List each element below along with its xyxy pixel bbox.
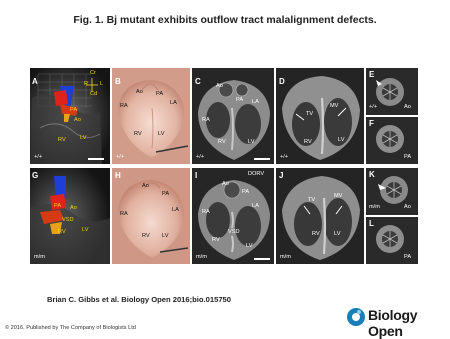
ct-section (276, 68, 364, 164)
panel-label-e: E (369, 70, 375, 79)
label-ao: Ao (222, 181, 229, 187)
scale-bar (88, 158, 104, 160)
label-pa: PA (404, 154, 412, 160)
label-ao: Ao (404, 204, 411, 210)
label-tv: TV (308, 197, 316, 203)
ct-section (276, 168, 364, 264)
echo-image (30, 68, 110, 164)
panel-label-i: I (195, 171, 198, 180)
label-vsd: VSD (62, 217, 74, 223)
label-ao: Ao (70, 205, 77, 211)
label-cr: Cr (90, 70, 96, 76)
label-la: LA (252, 203, 259, 209)
label-lv: LV (82, 227, 89, 233)
logo-text: Biology Open (368, 307, 418, 339)
panel-k-ct (366, 168, 418, 215)
label-pa: PA (242, 189, 250, 195)
figure-title: Fig. 1. Bj mutant exhibits outflow tract malalignment defects. (73, 14, 377, 26)
label-la: LA (170, 100, 177, 106)
panel-label-d: D (279, 77, 285, 86)
label-r: R (84, 81, 89, 87)
genotype-a: +/+ (34, 154, 43, 160)
genotype-i: m/m (196, 254, 207, 260)
label-pa: PA (162, 191, 170, 197)
copyright: © 2016. Published by The Company of Biologists Ltd (5, 325, 136, 331)
scale-bar (254, 258, 270, 260)
label-rv: RV (58, 137, 66, 143)
label-vsd: VSD (228, 229, 240, 235)
label-rv: RV (218, 139, 226, 145)
panel-label-a: A (32, 77, 38, 86)
label-lv: LV (162, 233, 169, 239)
label-ao: Ao (404, 104, 411, 110)
genotype-b: +/+ (116, 154, 125, 160)
label-rv: RV (312, 231, 320, 237)
panel-label-g: G (32, 171, 39, 180)
label-rv: RV (58, 229, 66, 235)
label-lv: LV (158, 131, 165, 137)
genotype-g: m/m (34, 254, 45, 260)
label-ra: RA (202, 117, 210, 123)
label-lv: LV (246, 243, 253, 249)
panel-f-ct (366, 117, 418, 164)
label-mv: MV (334, 193, 343, 199)
label-rv: RV (212, 237, 220, 243)
panel-label-j: J (279, 171, 284, 180)
genotype-c: +/+ (196, 154, 205, 160)
label-la: LA (252, 99, 259, 105)
citation: Brian C. Gibbs et al. Biology Open 2016;bio.015750 (47, 295, 231, 304)
label-ao: Ao (216, 83, 223, 89)
label-lv: LV (80, 135, 87, 141)
ct-section (192, 68, 274, 164)
journal-logo-icon (346, 306, 366, 328)
label-ra: RA (120, 211, 128, 217)
panel-j-ct (276, 168, 364, 264)
label-ra: RA (120, 103, 128, 109)
heart-photo (112, 68, 190, 164)
label-pa: PA (70, 107, 78, 113)
panel-b-photo (112, 68, 190, 164)
biology-open-logo (346, 306, 446, 339)
figure-panels (30, 68, 420, 265)
label-pa: PA (54, 203, 62, 209)
panel-i-ct (192, 168, 274, 264)
label-la: LA (172, 207, 179, 213)
label-l: L (100, 81, 104, 87)
ct-section (192, 168, 274, 264)
panel-label-b: B (115, 77, 121, 86)
panel-label-l: L (369, 219, 374, 228)
panel-l-ct (366, 217, 418, 264)
label-dorv: DORV (248, 171, 265, 177)
label-lv: LV (338, 137, 345, 143)
panel-label-f: F (369, 119, 374, 128)
label-lv: LV (334, 231, 341, 237)
label-ao: Ao (142, 183, 149, 189)
panel-a-echo (30, 68, 110, 164)
panel-h-photo (112, 168, 190, 264)
panel-c-ct (192, 68, 274, 164)
panel-e-ct (366, 68, 418, 115)
label-ao: Ao (74, 117, 81, 123)
genotype-j: m/m (280, 254, 291, 260)
label-pa: PA (156, 91, 164, 97)
label-ra: RA (202, 209, 210, 215)
panel-g-echo (30, 168, 110, 264)
label-rv: RV (304, 139, 312, 145)
label-lv: LV (248, 139, 255, 145)
label-rv: RV (142, 233, 150, 239)
label-cd: Cd (90, 91, 98, 97)
label-pa: PA (404, 254, 412, 260)
panel-d-ct (276, 68, 364, 164)
label-ao: Ao (136, 89, 143, 95)
genotype-k: m/m (369, 204, 380, 210)
panel-label-h: H (115, 171, 121, 180)
label-tv: TV (306, 111, 314, 117)
label-pa: PA (236, 97, 244, 103)
echo-image (30, 168, 110, 264)
genotype-e: +/+ (369, 104, 378, 110)
scale-bar (254, 158, 270, 160)
genotype-d: +/+ (280, 154, 289, 160)
label-rv: RV (134, 131, 142, 137)
panel-label-c: C (195, 77, 201, 86)
panel-label-k: K (369, 170, 375, 179)
label-mv: MV (330, 103, 339, 109)
